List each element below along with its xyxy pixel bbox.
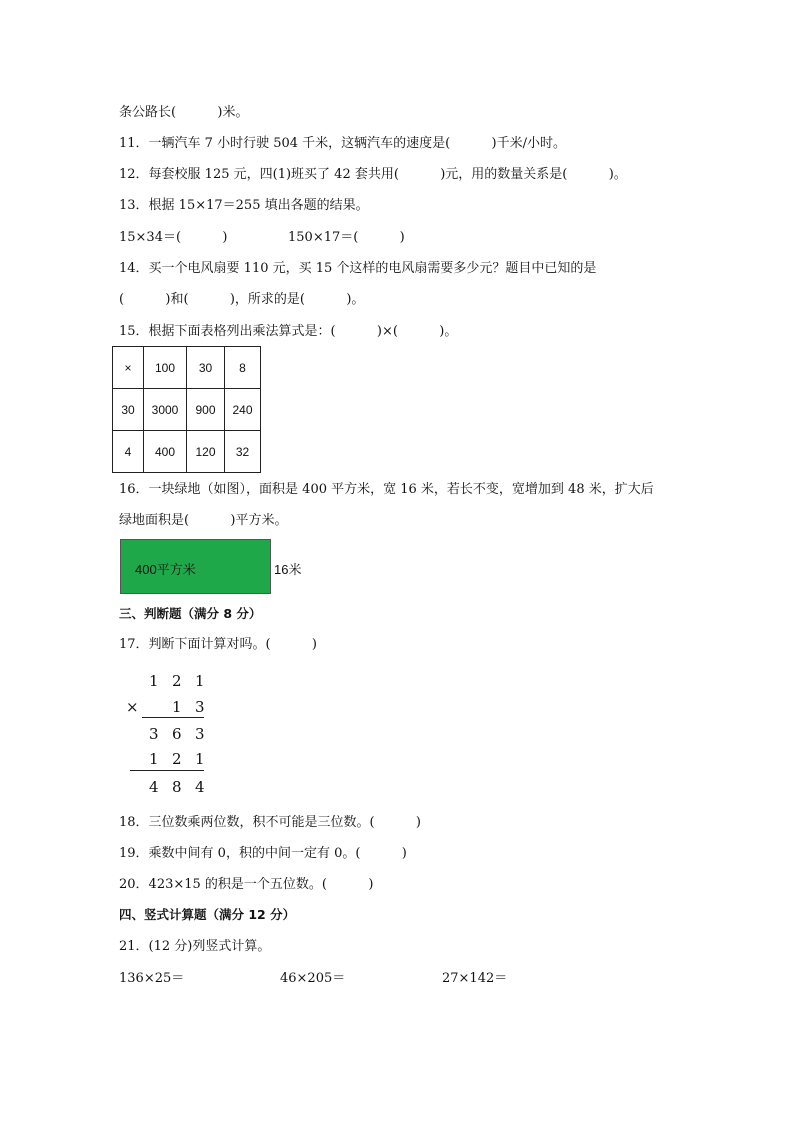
calc-digit: 4 — [195, 778, 205, 796]
calc-digit: 1 — [149, 750, 159, 768]
calc-digit: 3 — [195, 698, 205, 716]
table-row — [113, 347, 261, 389]
question-21-c: 27×142＝ — [442, 971, 508, 986]
table-cell: 120 — [187, 431, 225, 473]
question-16-continued: 绿地面积是( )平方米。 — [119, 513, 288, 528]
multiplication-table — [112, 346, 261, 473]
green-land-rectangle — [120, 539, 271, 594]
question-15: 15．根据下面表格列出乘法算式是：( )×( )。 — [119, 324, 458, 339]
multiply-sign: × — [126, 698, 139, 716]
question-16: 16．一块绿地（如图），面积是 400 平方米，宽 16 米，若长不变，宽增加到 48 米，扩大后 — [119, 482, 654, 497]
calc-divider-line — [142, 717, 204, 718]
table-cell: 30 — [187, 347, 225, 389]
calc-digit: 8 — [172, 778, 182, 796]
question-11: 11．一辆汽车 7 小时行驶 504 千米，这辆汽车的速度是( )千米/小时。 — [119, 136, 567, 151]
table-cell: 8 — [225, 347, 261, 389]
calc-digit: 1 — [149, 672, 159, 690]
question-17: 17．判断下面计算对吗。( ) — [119, 637, 318, 652]
calc-digit: 2 — [172, 750, 182, 768]
calc-digit: 1 — [195, 672, 205, 690]
question-21-a: 136×25＝ — [119, 971, 185, 986]
question-13-part-b: 150×17＝( ) — [288, 230, 405, 245]
table-cell: 100 — [144, 347, 187, 389]
question-13: 13．根据 15×17＝255 填出各题的结果。 — [119, 198, 369, 213]
calc-divider-line — [130, 770, 204, 771]
table-row — [113, 431, 261, 473]
question-21: 21．(12 分)列竖式计算。 — [119, 939, 271, 954]
table-cell: 3000 — [144, 389, 187, 431]
calc-digit: 1 — [195, 750, 205, 768]
question-21-b: 46×205＝ — [280, 971, 346, 986]
question-19: 19．乘数中间有 0，积的中间一定有 0。( ) — [119, 846, 407, 861]
text-line-road-length: 条公路长( )米。 — [119, 105, 249, 120]
calc-digit: 2 — [172, 672, 182, 690]
table-row — [113, 389, 261, 431]
calc-digit: 1 — [172, 698, 182, 716]
calc-digit: 3 — [149, 725, 159, 743]
calc-digit: 6 — [172, 725, 182, 743]
table-cell: 4 — [113, 431, 144, 473]
section-3-heading: 三、判断题（满分 8 分） — [119, 606, 262, 621]
question-20: 20．423×15 的积是一个五位数。( ) — [119, 877, 374, 892]
question-13-part-a: 15×34＝( ) — [119, 230, 228, 245]
question-18: 18．三位数乘两位数，积不可能是三位数。( ) — [119, 815, 422, 830]
area-label: 400平方米 — [135, 562, 196, 577]
width-label: 16米 — [274, 562, 302, 577]
question-12: 12．每套校服 125 元，四(1)班买了 42 套共用( )元，用的数量关系是( )。 — [119, 167, 627, 182]
table-cell: × — [113, 347, 144, 389]
question-14-blanks: ( )和( )，所求的是( )。 — [119, 292, 365, 307]
calc-digit: 3 — [195, 725, 205, 743]
section-4-heading: 四、竖式计算题（满分 12 分） — [119, 907, 296, 922]
table-cell: 240 — [225, 389, 261, 431]
calc-digit: 4 — [149, 778, 159, 796]
table-cell: 900 — [187, 389, 225, 431]
question-14: 14．买一个电风扇要 110 元，买 15 个这样的电风扇需要多少元？题目中已知的是 — [119, 261, 597, 276]
table-cell: 400 — [144, 431, 187, 473]
table-cell: 32 — [225, 431, 261, 473]
table-cell: 30 — [113, 389, 144, 431]
